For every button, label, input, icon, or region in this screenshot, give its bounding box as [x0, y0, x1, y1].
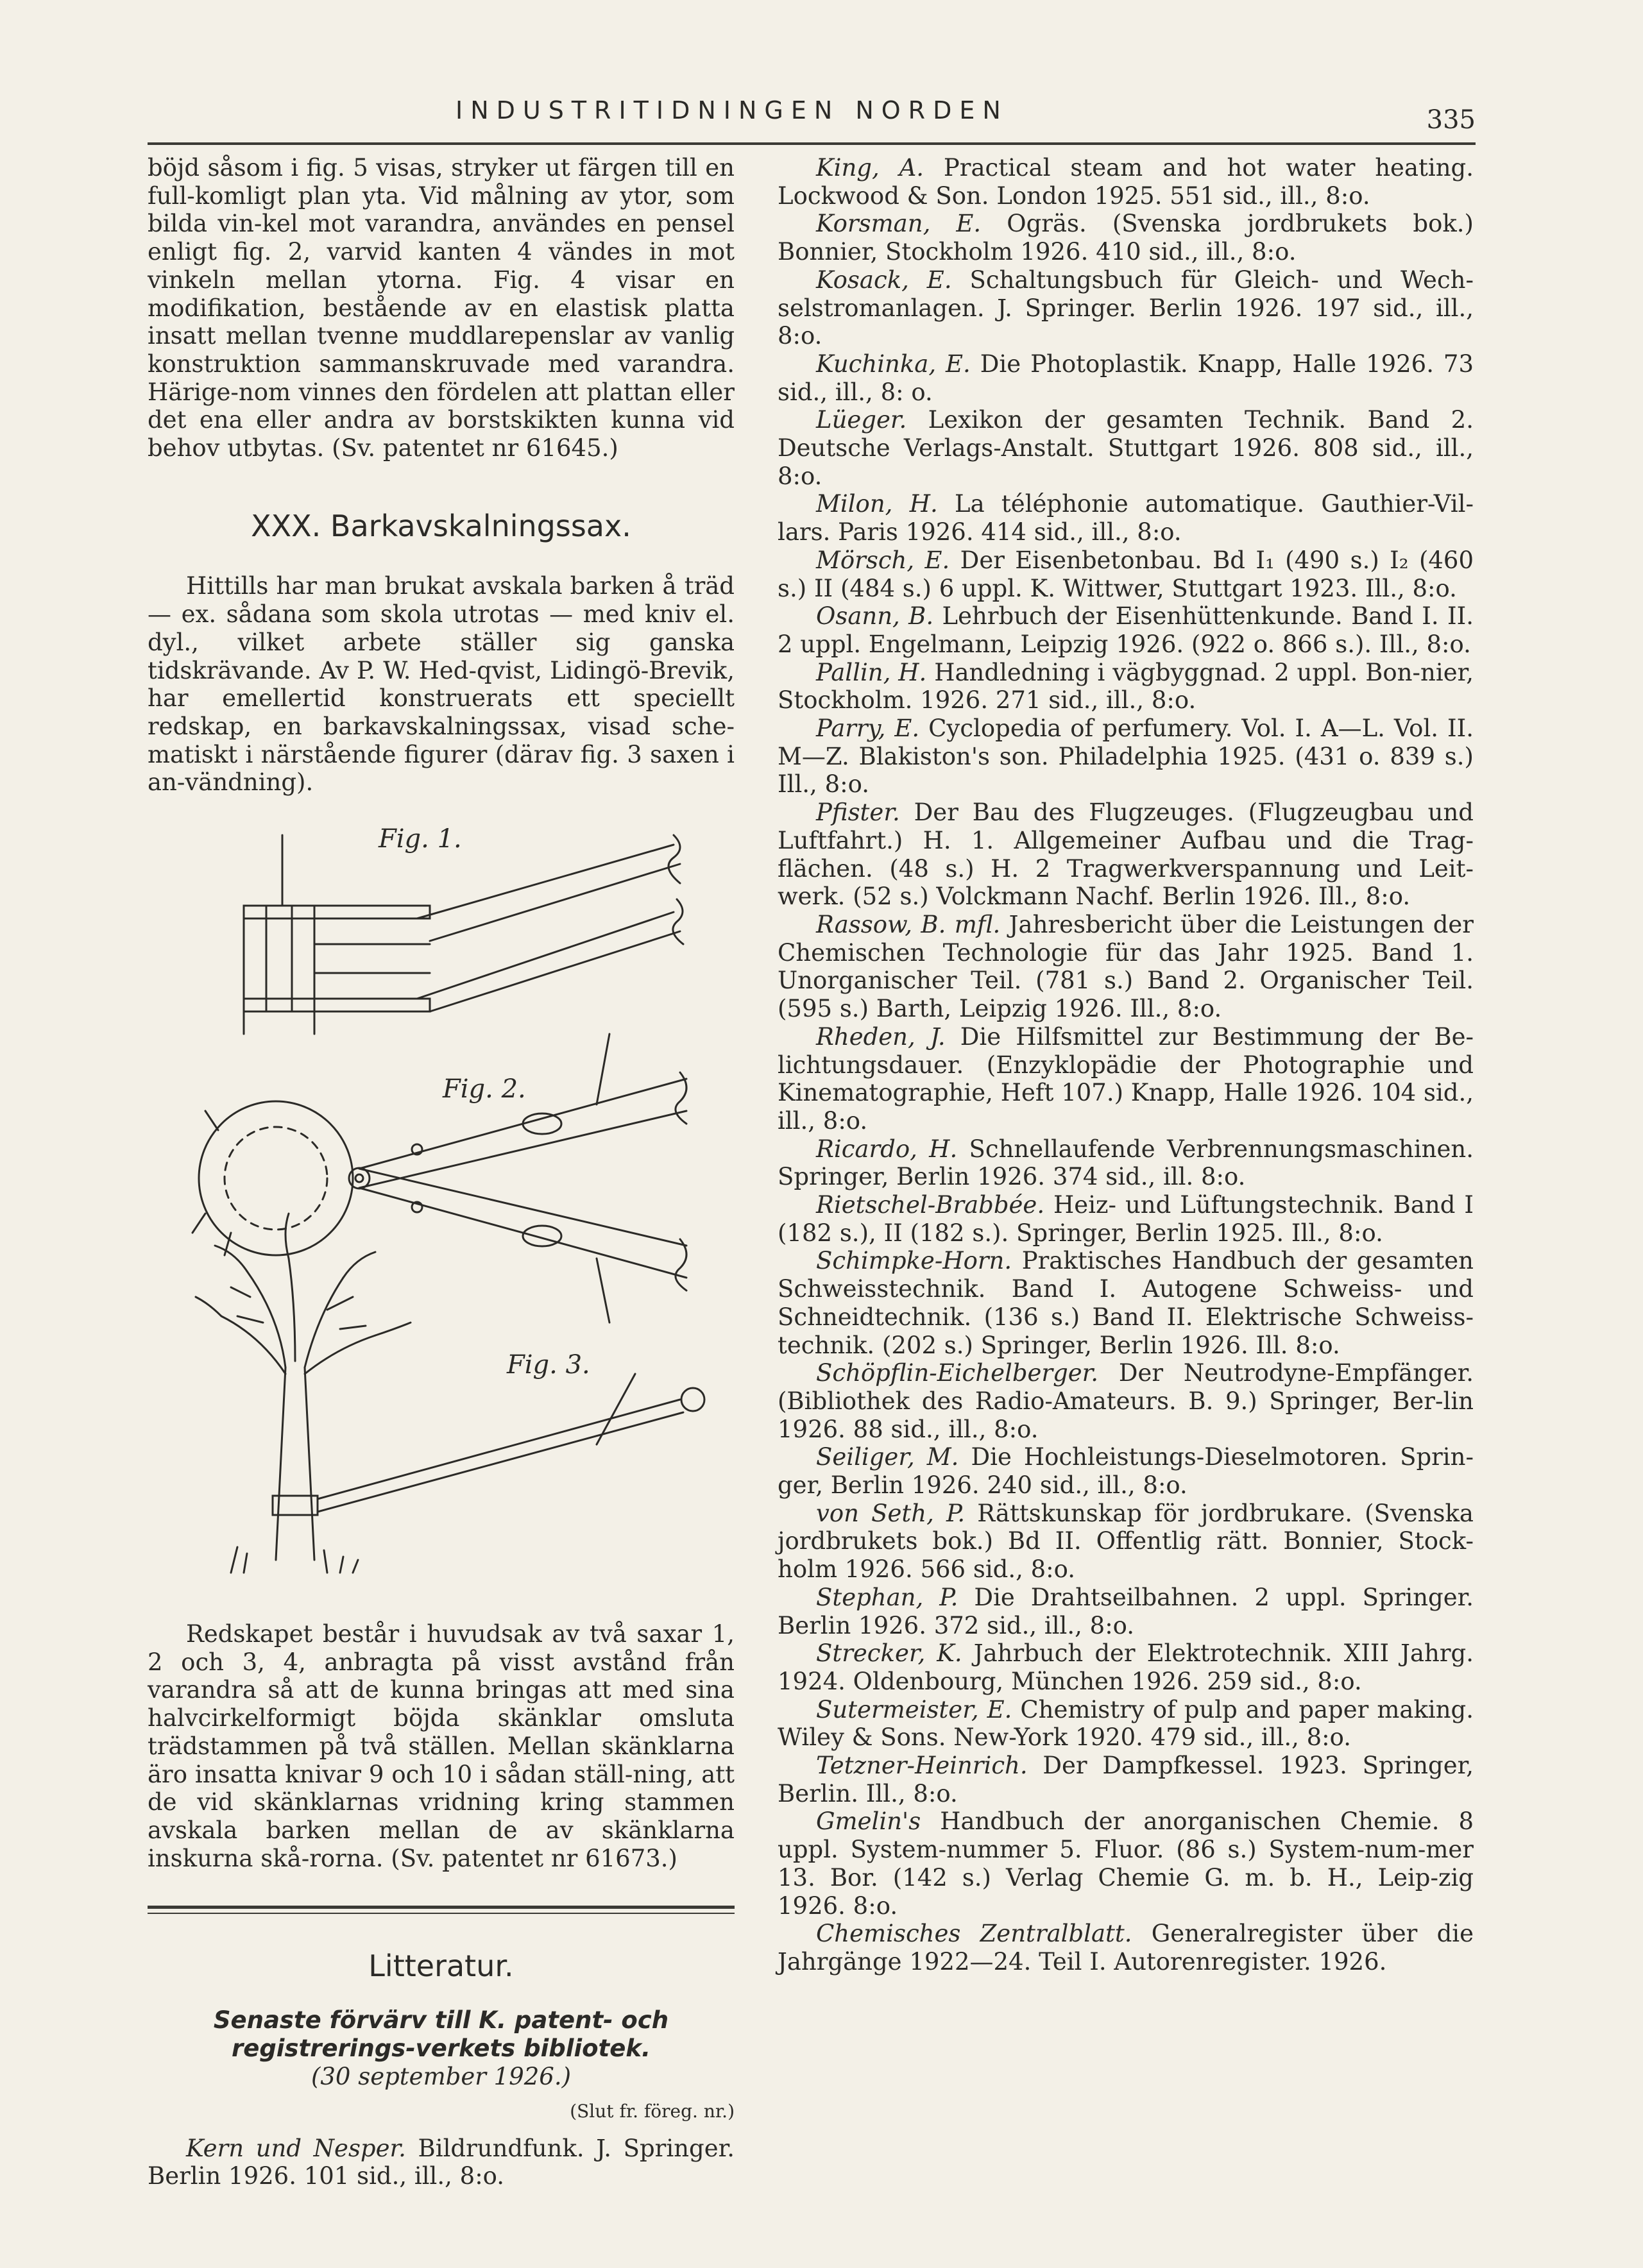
entry-author: Strecker, K.: [816, 1639, 962, 1668]
bibliography-entry: [778, 1359, 1474, 1443]
bibliography-entry: [778, 1752, 1474, 1807]
entry-text: Der Bau des Flugzeuges. (Flugzeugbau und Luftfahrt.) H. 1. Allgemeiner Aufbau und die Trag-flächen. (48 s.) H. 2 Tragwerkverspannung und Leit-werk. (52 s.) Volckmann Nachf. Berlin 1926. Ill., 8:o.: [778, 799, 1474, 911]
entry-text: Ogräs. (Svenska jordbrukets bok.) Bonnier, Stockholm 1926. 410 sid., ill., 8:o.: [778, 210, 1474, 266]
entry-text: Generalregister über die Jahrgänge 1922—24. Teil I. Autorenregister. 1926.: [778, 1920, 1474, 1976]
entry-text: Bildrundfunk. J. Springer. Berlin 1926. 101 sid., ill., 8:o.: [148, 2134, 735, 2190]
continued-note: (Slut fr. föreg. nr.): [570, 2100, 735, 2122]
entry-author: Tetzner-Heinrich.: [816, 1752, 1028, 1780]
bibliography-list: [778, 154, 1474, 1976]
entry-text: Praktisches Handbuch der gesamten Schweisstechnik. Band I. Autogene Schweiss- und Schneidtechnik. (136 s.) Band II. Elektrische Schweiss-technik. (202 s.) Springer, Berlin 1926. Ill. 8:o.: [778, 1247, 1474, 1359]
entry-author: Kosack, E.: [816, 266, 952, 294]
bibliography-entry: [778, 154, 1474, 210]
acquisitions-date: (30 september 1926.): [311, 2063, 572, 2091]
entry-text: Der Dampfkessel. 1923. Springer, Berlin. Ill., 8:o.: [778, 1752, 1474, 1807]
bibliography-entry: [778, 350, 1474, 406]
entry-author: von Seth, P.: [816, 1499, 966, 1527]
page-header: [148, 90, 1476, 148]
entry-author: Rheden, J.: [816, 1022, 946, 1051]
bibliography-entry: [778, 546, 1474, 602]
entry-text: Der Eisenbetonbau. Bd I₁ (490 s.) I₂ (460 s.) II (484 s.) 6 uppl. K. Wittwer, Stuttgart 1923. Ill., 8:o.: [778, 546, 1474, 602]
bibliography-entry: [778, 1696, 1474, 1752]
article-paragraph-1: Hittills har man brukat avskala barken å träd — ex. sådana som skola utrotas — med kniv el. dyl., vilket arbete ställer sig ganska tidskrävande. Av P. W. Hed-qvist, Lidingö-Brevik, har emellertid konstruerats ett speciellt redskap, en barkavskalningssax, visad sche-matiskt i närstående figurer (därav fig. 3 saxen i an-vändning).: [148, 572, 735, 797]
bibliography-entry: [778, 659, 1474, 715]
bibliography-entry: [778, 799, 1474, 911]
fig2-label: Fig. 2.: [443, 1074, 526, 1104]
header-rule: [148, 142, 1476, 145]
section-title: XXX. Barkavskalningssax.: [251, 508, 631, 543]
entry-text: Die Hochleistungs-Dieselmotoren. Sprin-ger, Berlin 1926. 240 sid., ill., 8:o.: [778, 1443, 1474, 1500]
article-paragraph-2: Redskapet består i huvudsak av två saxar 1, 2 och 3, 4, anbragta på visst avstånd från varandra så att de kunna bringas att med sina halvcirkelformigt böjda skänklar omsluta trädstammen på två ställen. Mellan skänklarna äro insatta knivar 9 och 10 i sådan ställ-ning, att de vid skänklarnas vridning kring stammen avskala barken mellan de av skänklarna inskurna skå-rorna. (Sv. patentet nr 61673.): [148, 1620, 735, 1872]
entry-author: Milon, H.: [816, 490, 938, 518]
left-column: [148, 154, 735, 2190]
barkavskalningssax-drawing: [148, 809, 735, 1611]
entry-author: Chemisches Zentralblatt.: [816, 1920, 1132, 1948]
right-column: [778, 154, 1474, 1976]
journal-title: INDUSTRITIDNINGEN NORDEN: [455, 96, 1009, 124]
entry-author: Kern und Nesper.: [186, 2134, 406, 2162]
page-number: 335: [1426, 105, 1476, 135]
entry-text: Lexikon der gesamten Technik. Band 2. Deutsche Verlags-Anstalt. Stuttgart 1926. 808 sid., ill., 8:o.: [778, 406, 1474, 490]
entry-text: Die Drahtseilbahnen. 2 uppl. Springer. Berlin 1926. 372 sid., ill., 8:o.: [778, 1583, 1474, 1639]
bibliography-entry: [778, 1920, 1474, 1976]
bibliography-entry: [778, 1443, 1474, 1499]
bibliography-entry: [778, 490, 1474, 546]
entry-author: Rassow, B. mfl.: [816, 910, 1001, 938]
acquisitions-heading: Senaste förvärv till K. patent- och registrerings-verkets bibliotek.: [213, 2006, 669, 2063]
entry-author: Korsman, E.: [816, 210, 982, 238]
bibliography-entry: [778, 1191, 1474, 1247]
bibliography-entry: [778, 1135, 1474, 1191]
entry-text: Lehrbuch der Eisenhüttenkunde. Band I. II. 2 uppl. Engelmann, Leipzig 1926. (922 o. 866 s.). Ill., 8:o.: [778, 602, 1474, 658]
entry-text: La téléphonie automatique. Gauthier-Vil-lars. Paris 1926. 414 sid., ill., 8:o.: [778, 490, 1474, 546]
entry-author: Rietschel-Brabbée.: [816, 1191, 1045, 1219]
literature-title: Litteratur.: [368, 1949, 514, 1984]
entry-author: Parry, E.: [816, 715, 920, 743]
entry-text: Jahrbuch der Elektrotechnik. XIII Jahrg. 1924. Oldenbourg, München 1926. 259 sid., 8:o.: [778, 1639, 1474, 1695]
patent-figures: [148, 809, 735, 1611]
entry-author: King, A.: [816, 154, 924, 182]
bibliography-entry: [778, 1023, 1474, 1135]
entry-author: Schimpke-Horn.: [816, 1247, 1012, 1275]
bibliography-entry: [778, 406, 1474, 490]
intro-paragraph: böjd såsom i fig. 5 visas, stryker ut färgen till en full-komligt plan yta. Vid målning av ytor, som bilda vin-kel mot varandra, användes en pensel enligt fig. 2, varvid kanten 4 vändes in mot vinkeln mellan ytorna. Fig. 4 visar en modifikation, bestående av en elastisk platta insatt mellan tvenne muddlarepenslar av vanlig konstruktion sammanskruvade med varandra. Härige-nom vinnes den fördelen att plattan eller det ena eller andra av borstskikten kunna vid behov utbytas. (Sv. patentet nr 61645.): [148, 154, 735, 462]
entry-author: Ricardo, H.: [816, 1135, 958, 1163]
bibliography-entry: [778, 1807, 1474, 1920]
entry-author: Gmelin's: [816, 1807, 921, 1836]
entry-author: Lüeger.: [816, 406, 907, 434]
bibliography-entry: [778, 911, 1474, 1023]
entry-author: Mörsch, E.: [816, 546, 950, 574]
entry-text: Die Hilfsmittel zur Bestimmung der Be-lichtungsdauer. (Enzyklopädie der Photographie und Kinematographie, Heft 107.) Knapp, Halle 1926. 104 sid., ill., 8:o.: [778, 1022, 1474, 1135]
bibliography-entry: [778, 1639, 1474, 1695]
entry-author: Osann, B.: [816, 602, 934, 630]
entry-text: Der Neutrodyne-Empfänger. (Bibliothek des Radio-Amateurs. B. 9.) Springer, Ber-lin 1926. 88 sid., ill., 8:o.: [778, 1359, 1474, 1443]
fig3-label: Fig. 3.: [507, 1350, 590, 1380]
fig3-drawing: [196, 1214, 704, 1573]
bibliography-entry: [148, 2135, 735, 2190]
entry-author: Kuchinka, E.: [816, 350, 971, 378]
bibliography-entry: [778, 210, 1474, 266]
entry-author: Pfister.: [816, 799, 900, 827]
entry-author: Seiliger, M.: [816, 1443, 959, 1471]
entry-text: Practical steam and hot water heating. Lockwood & Son. London 1925. 551 sid., ill., 8:o.: [778, 154, 1474, 210]
entry-author: Schöpflin-Eichelberger.: [816, 1359, 1099, 1387]
entry-text: Schaltungsbuch für Gleich- und Wech-selstromanlagen. J. Springer. Berlin 1926. 197 sid., ill., 8:o.: [778, 266, 1474, 350]
bibliography-entry: [778, 1247, 1474, 1359]
fig1-drawing: [244, 835, 683, 1034]
bibliography-entry: [778, 602, 1474, 658]
entry-text: Heiz- und Lüftungstechnik. Band I (182 s.), II (182 s.). Springer, Berlin 1925. Ill., 8:o.: [778, 1191, 1474, 1247]
bibliography-entry: [778, 1500, 1474, 1584]
entry-text: Handbuch der anorganischen Chemie. 8 uppl. System-nummer 5. Fluor. (86 s.) System-num-mer 13. Bor. (142 s.) Verlag Chemie G. m. b. H., Leip-zig 1926. 8:o.: [778, 1807, 1474, 1920]
entry-author: Stephan, P.: [816, 1583, 958, 1611]
section-divider: [148, 1906, 735, 1914]
entry-text: Die Photoplastik. Knapp, Halle 1926. 73 sid., ill., 8: o.: [778, 350, 1474, 406]
bibliography-entry: [778, 266, 1474, 350]
bibliography-entry: [778, 1584, 1474, 1639]
entry-text: Cyclopedia of perfumery. Vol. I. A—L. Vol. II. M—Z. Blakiston's son. Philadelphia 1925. (431 o. 839 s.) Ill., 8:o.: [778, 715, 1474, 799]
entry-text: Jahresbericht über die Leistungen der Chemischen Technologie für das Jahr 1925. Band 1. Unorganischer Teil. (781 s.) Band 2. Organischer Teil. (595 s.) Barth, Leipzig 1926. Ill., 8:o.: [778, 910, 1474, 1023]
bibliography-entry: [778, 715, 1474, 799]
entry-author: Sutermeister, E.: [816, 1695, 1012, 1723]
entry-author: Pallin, H.: [816, 658, 927, 686]
entry-text: Handledning i vägbyggnad. 2 uppl. Bon-nier, Stockholm. 1926. 271 sid., ill., 8:o.: [778, 658, 1474, 715]
entry-text: Rättskunskap för jordbrukare. (Svenska jordbrukets bok.) Bd II. Offentlig rätt. Bonnier, Stock-holm 1926. 566 sid., 8:o.: [778, 1499, 1474, 1584]
fig1-label: Fig. 1.: [379, 824, 462, 854]
entry-text: Chemistry of pulp and paper making. Wiley & Sons. New-York 1920. 479 sid., ill., 8:o.: [778, 1695, 1474, 1752]
fig2-drawing: [192, 1034, 686, 1323]
entry-text: Schnellaufende Verbrennungsmaschinen. Springer, Berlin 1926. 374 sid., ill. 8:o.: [778, 1135, 1474, 1191]
